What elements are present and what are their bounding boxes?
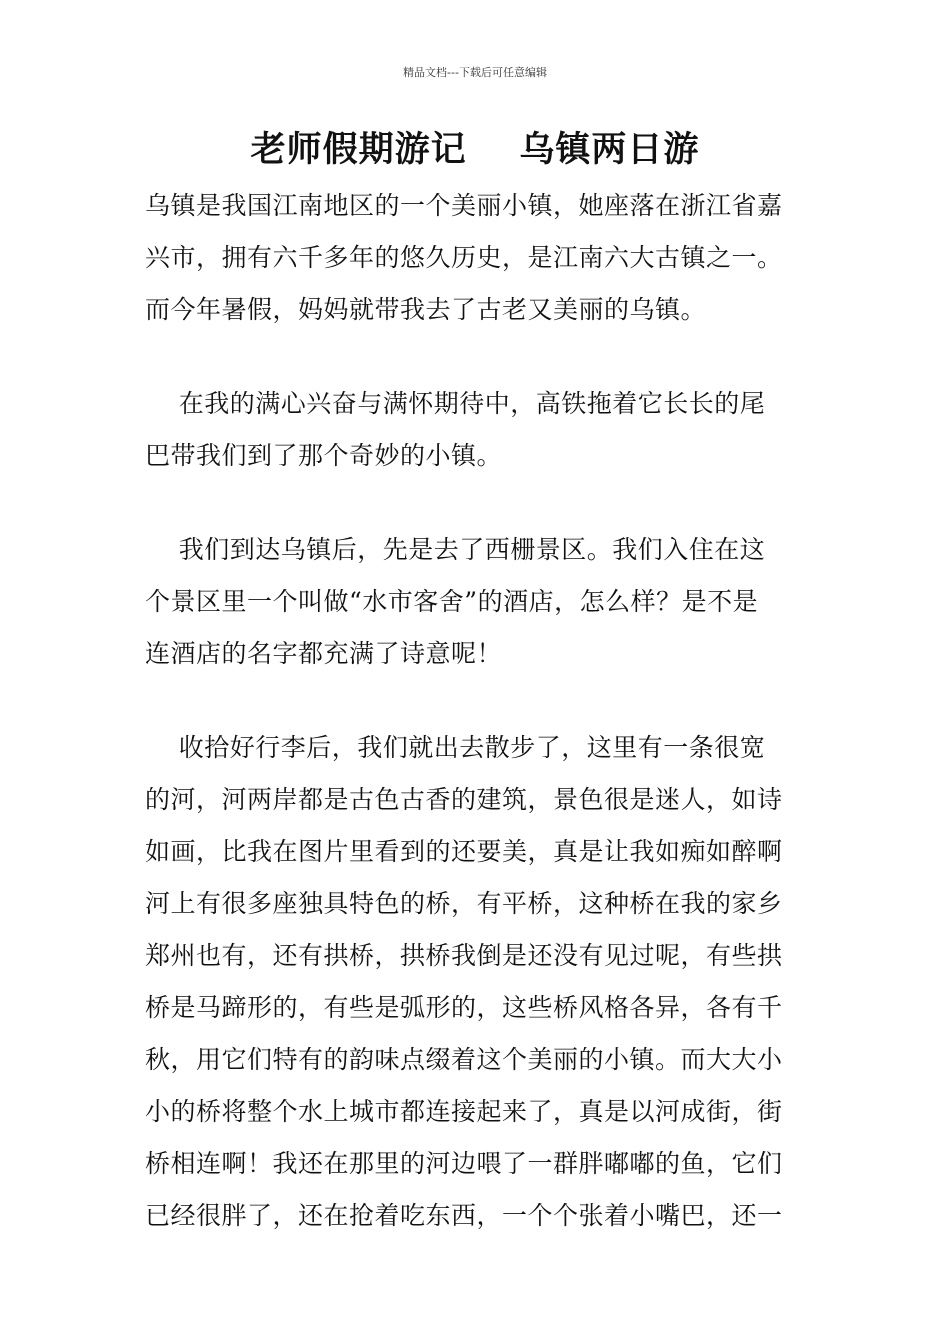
paragraph-gap xyxy=(145,336,807,378)
text-line: 秋，用它们特有的韵味点缀着这个美丽的小镇。而大大小 xyxy=(145,1045,783,1074)
text-line: 在我的满心兴奋与满怀期待中，高铁拖着它长长的尾 xyxy=(145,389,766,418)
text-line: 桥是马蹄形的，有些是弧形的，这些桥风格各异，各有千 xyxy=(145,993,783,1022)
text-line: 收拾好行李后，我们就出去散步了，这里有一条很宽 xyxy=(145,733,766,762)
text-line: 兴市，拥有六千多年的悠久历史，是江南六大古镇之一。 xyxy=(145,243,783,272)
text-line: 而今年暑假，妈妈就带我去了古老又美丽的乌镇。 xyxy=(145,295,707,324)
text-line: 我们到达乌镇后，先是去了西栅景区。我们入住在这 xyxy=(145,535,766,564)
text-line: 郑州也有，还有拱桥，拱桥我倒是还没有见过呢，有些拱 xyxy=(145,941,783,970)
paragraph-gap xyxy=(145,680,807,722)
paragraph-1 xyxy=(145,180,807,336)
text-line: 河上有很多座独具特色的桥，有平桥，这种桥在我的家乡 xyxy=(145,889,783,918)
text-line: 桥相连啊！我还在那里的河边喂了一群胖嘟嘟的鱼，它们 xyxy=(145,1149,783,1178)
page-title: 老师假期游记 乌镇两日游 xyxy=(250,130,700,170)
text-line: 已经很胖了，还在抢着吃东西，一个个张着小嘴巴，还一 xyxy=(145,1201,783,1230)
text-line: 连酒店的名字都充满了诗意呢！ xyxy=(145,639,503,668)
text-line: 个景区里一个叫做“水市客舍”的酒店，怎么样？是不是 xyxy=(145,587,759,616)
text-line: 巴带我们到了那个奇妙的小镇。 xyxy=(145,441,503,470)
paragraph-2 xyxy=(145,378,807,482)
document-body xyxy=(145,180,807,1242)
text-line: 如画，比我在图片里看到的还要美，真是让我如痴如醉啊 xyxy=(145,837,783,866)
paragraph-gap xyxy=(145,482,807,524)
text-line: 小的桥将整个水上城市都连接起来了，真是以河成街，街 xyxy=(145,1097,783,1126)
header-note: 精品文档---下载后可任意编辑 xyxy=(403,66,547,79)
paragraph-3 xyxy=(145,524,807,680)
text-line: 乌镇是我国江南地区的一个美丽小镇，她座落在浙江省嘉 xyxy=(145,191,783,220)
text-line: 的河，河两岸都是古色古香的建筑，景色很是迷人，如诗 xyxy=(145,785,783,814)
paragraph-4 xyxy=(145,722,807,1242)
